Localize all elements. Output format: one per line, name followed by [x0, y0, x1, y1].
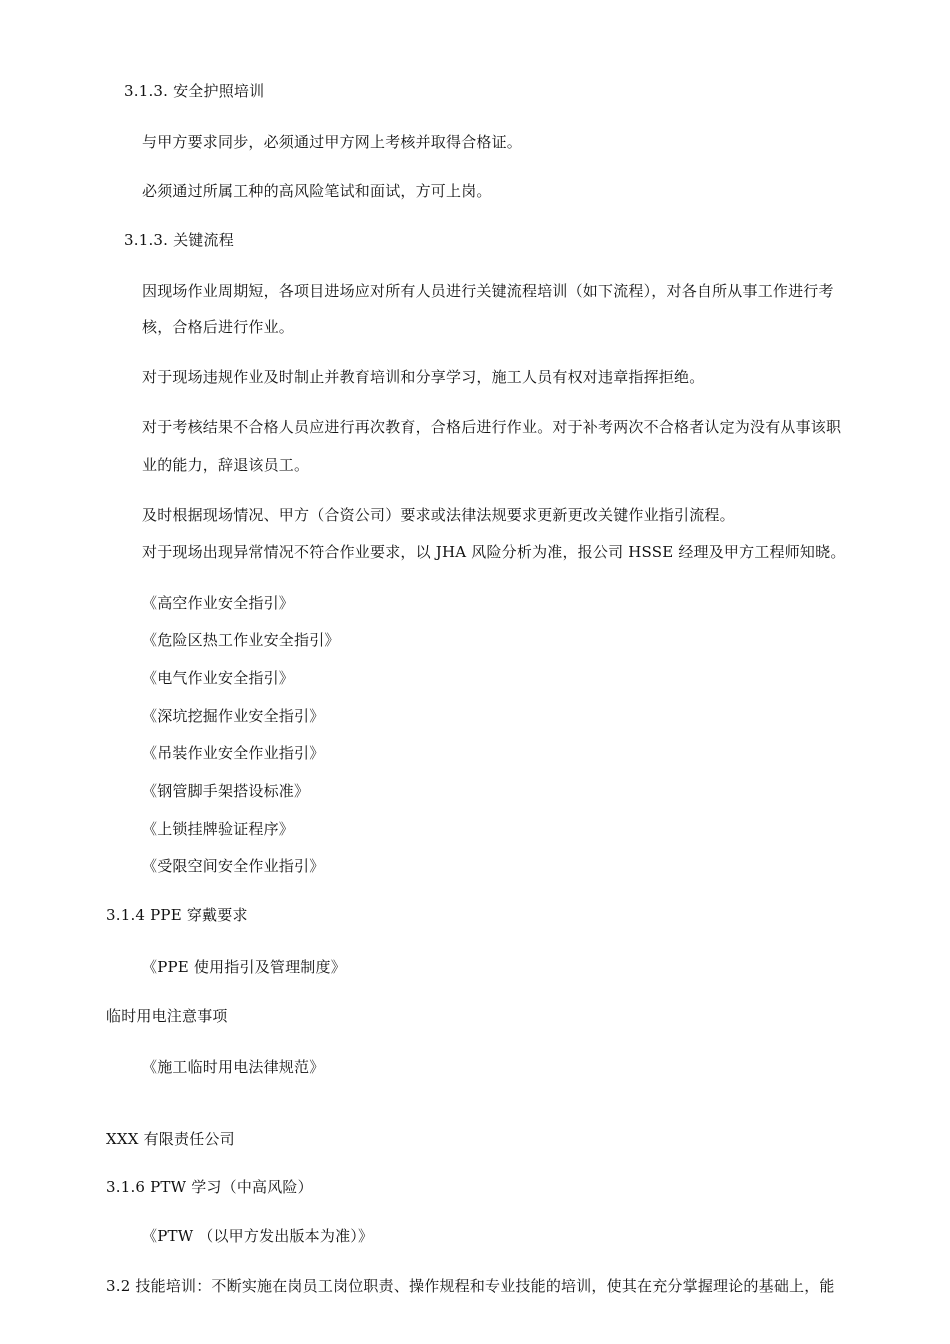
paragraph: 对于现场出现异常情况不符合作业要求，以 JHA 风险分析为准，报公司 HSSE 经理及甲方工程师知晓。 [142, 543, 846, 561]
guide-list-item: 《危险区热工作业安全指引》 [142, 631, 340, 649]
paragraph-continuation: 业的能力，辞退该员工。 [142, 456, 310, 474]
paragraph: 必须通过所属工种的高风险笔试和面试，方可上岗。 [142, 182, 492, 200]
section-heading-ppe: 3.1.4 PPE 穿戴要求 [106, 906, 248, 924]
section-heading-key-process: 3.1.3. 关键流程 [124, 231, 234, 249]
document-reference: 《施工临时用电法律规范》 [142, 1058, 325, 1076]
section-heading-temporary-power: 临时用电注意事项 [106, 1007, 228, 1025]
paragraph: 对于现场违规作业及时制止并教育培训和分享学习，施工人员有权对违章指挥拒绝。 [142, 368, 705, 386]
paragraph-continuation: 核，合格后进行作业。 [142, 318, 295, 336]
paragraph: 及时根据现场情况、甲方（合资公司）要求或法律法规要求更新更改关键作业指引流程。 [142, 506, 735, 524]
guide-list-item: 《电气作业安全指引》 [142, 669, 295, 687]
paragraph: 因现场作业周期短，各项目进场应对所有人员进行关键流程培训（如下流程），对各自所从事工作进行考 [142, 282, 834, 300]
paragraph: 与甲方要求同步，必须通过甲方网上考核并取得合格证。 [142, 133, 523, 151]
guide-list-item: 《吊装作业安全作业指引》 [142, 744, 325, 762]
paragraph: 对于考核结果不合格人员应进行再次教育，合格后进行作业。对于补考两次不合格者认定为没有从事该职 [142, 418, 842, 436]
section-heading-ptw: 3.1.6 PTW 学习（中高风险） [106, 1178, 313, 1196]
guide-list-item: 《深坑挖掘作业安全指引》 [142, 707, 325, 725]
section-heading-skills-training: 3.2 技能培训：不断实施在岗员工岗位职责、操作规程和专业技能的培训，使其在充分掌握理论的基础上，能 [106, 1277, 835, 1295]
guide-list-item: 《钢管脚手架搭设标准》 [142, 782, 310, 800]
document-reference: 《PTW （以甲方发出版本为准）》 [142, 1227, 374, 1245]
guide-list-item: 《高空作业安全指引》 [142, 594, 295, 612]
guide-list-item: 《上锁挂牌验证程序》 [142, 820, 295, 838]
section-heading-safety-passport: 3.1.3. 安全护照培训 [124, 82, 265, 100]
company-name: XXX 有限责任公司 [106, 1130, 235, 1148]
document-reference: 《PPE 使用指引及管理制度》 [142, 958, 346, 976]
guide-list-item: 《受限空间安全作业指引》 [142, 857, 325, 875]
